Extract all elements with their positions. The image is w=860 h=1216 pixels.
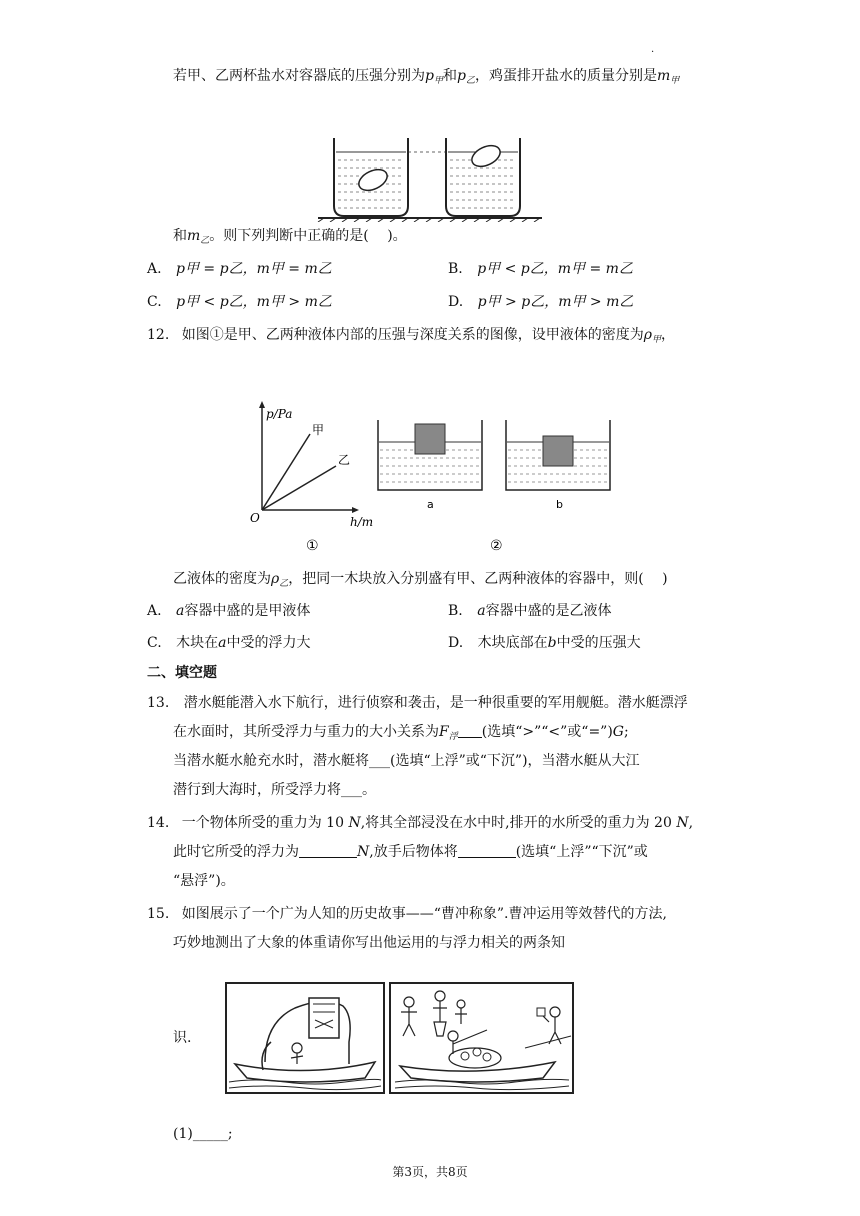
egg-right xyxy=(469,142,504,171)
q11-question-end: 。则下列判断中正确的是( )。 xyxy=(209,228,407,244)
option-text: 木块在 xyxy=(176,635,219,651)
option-label: C. xyxy=(147,635,162,651)
egg-left xyxy=(356,166,391,195)
sub-yi: 乙 xyxy=(279,579,289,589)
var-m: m xyxy=(187,228,201,244)
q11-stem-line xyxy=(173,66,679,91)
sub-jia: 甲 xyxy=(651,335,661,345)
q14-text: ,放手后物体将 xyxy=(369,844,458,860)
q11-stem-cont xyxy=(173,226,407,251)
option-label: B. xyxy=(448,261,463,277)
wood-block-a xyxy=(415,424,445,454)
option-text: p甲 = p乙，m甲 = m乙 xyxy=(176,261,332,277)
q12-option-a[interactable] xyxy=(147,601,310,621)
var-a: a xyxy=(176,603,185,619)
container-b-label: b xyxy=(556,498,563,511)
sub-yi: 乙 xyxy=(200,236,210,246)
q12-stem-text: 如图①是甲、乙两种液体内部的压强与深度关系的图像，设甲液体的密度为 xyxy=(181,327,644,343)
q13-text: 在水面时，其所受浮力与重力的大小关系为 xyxy=(173,724,439,740)
var-p: p xyxy=(425,68,434,84)
and-text: 和 xyxy=(442,68,457,84)
sub-yi: 乙 xyxy=(465,76,475,86)
comma: , xyxy=(688,815,694,831)
page-footer: 第3页，共8页 xyxy=(392,1165,468,1179)
q15-line2: 巧妙地测出了大象的体重请你写出他运用的与浮力相关的两条知 xyxy=(173,935,565,951)
answer-blank[interactable] xyxy=(458,723,482,738)
q13-line3: 当潜水艇水舱充水时，潜水艇将___(选填“上浮”或“下沉”)，当潜水艇从大江 xyxy=(173,753,640,769)
var-g: G xyxy=(612,724,624,740)
option-label: D. xyxy=(448,294,464,310)
section-title: 二、填空题 xyxy=(147,665,217,681)
q14-text: 此时它所受的浮力为 xyxy=(173,844,299,860)
var-a: a xyxy=(477,603,486,619)
q11-option-b[interactable] xyxy=(448,259,633,279)
q12-option-b[interactable] xyxy=(448,601,612,621)
q14-line2 xyxy=(173,842,648,862)
option-label: C. xyxy=(147,294,162,310)
option-text: 容器中盛的是乙液体 xyxy=(485,603,612,619)
question-number: 14. xyxy=(147,815,170,831)
answer-blank[interactable] xyxy=(299,843,357,858)
y-axis-label: p/Pa xyxy=(266,407,293,421)
comma: ， xyxy=(660,327,675,343)
q11-beakers-figure xyxy=(316,130,544,222)
option-text: p甲 > p乙，m甲 > m乙 xyxy=(477,294,634,310)
q11-stem-text: 若甲、乙两杯盐水对容器底的压强分别为 xyxy=(173,68,425,84)
q12-option-c[interactable] xyxy=(147,633,310,653)
q13-text: (选填“>”“<”或“=”) xyxy=(481,724,613,740)
line-jia-label: 甲 xyxy=(312,423,325,437)
x-axis-label: h/m xyxy=(350,515,374,529)
q11-stem-mid: ，鸡蛋排开盐水的质量分别是 xyxy=(474,68,657,84)
caption-1: ① xyxy=(306,538,319,554)
corner-mark: . xyxy=(651,44,655,55)
and-text: 和 xyxy=(173,228,187,244)
q14-line1 xyxy=(147,813,693,833)
stones-icon xyxy=(449,1048,501,1068)
option-label: D. xyxy=(448,635,464,651)
option-label: A. xyxy=(147,261,162,277)
question-number: 13. xyxy=(147,695,170,711)
option-text: 木块底部在 xyxy=(477,635,548,651)
option-text: p甲 < p乙，m甲 > m乙 xyxy=(176,294,332,310)
option-text: p甲 < p乙，m甲 = m乙 xyxy=(477,261,633,277)
option-text: 中受的压强大 xyxy=(556,635,641,651)
question-number: 12. xyxy=(147,327,170,343)
q14-text: ,将其全部浸没在水中时,排开的水所受的重力为 20 xyxy=(360,815,672,831)
var-m: m xyxy=(656,68,671,84)
caption-2: ② xyxy=(490,538,503,554)
q15-line1 xyxy=(147,904,667,924)
wood-block-b xyxy=(543,436,573,466)
q12-stem2-text: 乙液体的密度为 xyxy=(173,571,271,587)
option-label: A. xyxy=(147,603,162,619)
cao-chong-illustration xyxy=(225,982,575,1094)
sub-jia: 甲 xyxy=(433,76,443,86)
unit-n: N xyxy=(357,844,370,860)
container-a-label: a xyxy=(427,498,434,511)
q12-stem xyxy=(147,325,675,350)
var-f: F xyxy=(439,724,449,740)
line-yi-label: 乙 xyxy=(338,453,351,467)
q15-text: 如图展示了一个广为人知的历史故事——“曹冲称象”.曹冲运用等效替代的方法, xyxy=(181,906,667,922)
q11-option-d[interactable] xyxy=(448,292,633,312)
q14-text: 一个物体所受的重力为 10 xyxy=(181,815,344,831)
var-rho: ρ xyxy=(643,327,652,343)
var-rho: ρ xyxy=(271,571,280,587)
question-number: 15. xyxy=(147,906,170,922)
q13-line1 xyxy=(147,693,688,713)
q14-text: (选填“上浮”“下沉”或 xyxy=(515,844,648,860)
q11-option-c[interactable] xyxy=(147,292,332,312)
q13-text: 潜水艇能潜入水下航行，进行侦察和袭击，是一种很重要的军用舰艇。潜水艇漂浮 xyxy=(183,695,688,711)
sub-fu: 浮 xyxy=(448,732,458,742)
answer-blank[interactable] xyxy=(458,843,516,858)
q11-option-a[interactable] xyxy=(147,259,332,279)
unit-n: N xyxy=(676,815,689,831)
var-b: b xyxy=(547,635,557,651)
semicolon: ; xyxy=(623,724,629,740)
q12-stem2-end: ，把同一木块放入分别盛有甲、乙两种液体的容器中，则( ) xyxy=(288,571,668,587)
q12-stem2 xyxy=(173,569,668,594)
option-text: 中受的浮力大 xyxy=(226,635,311,651)
q12-option-d[interactable] xyxy=(448,633,641,653)
q14-line3: “悬浮”)。 xyxy=(173,873,235,889)
var-p: p xyxy=(456,68,466,84)
q15-answer-1[interactable]: (1)_____; xyxy=(173,1126,233,1142)
q12-figure xyxy=(246,398,616,558)
sub-jia: 甲 xyxy=(670,76,680,86)
q13-line2 xyxy=(173,722,629,747)
option-text: 容器中盛的是甲液体 xyxy=(184,603,311,619)
unit-n: N xyxy=(348,815,361,831)
q15-line3: 识. xyxy=(173,1030,192,1046)
q13-line4: 潜行到大海时，所受浮力将___。 xyxy=(173,782,376,798)
option-label: B. xyxy=(448,603,463,619)
origin-label: O xyxy=(250,511,260,525)
var-a: a xyxy=(218,635,227,651)
